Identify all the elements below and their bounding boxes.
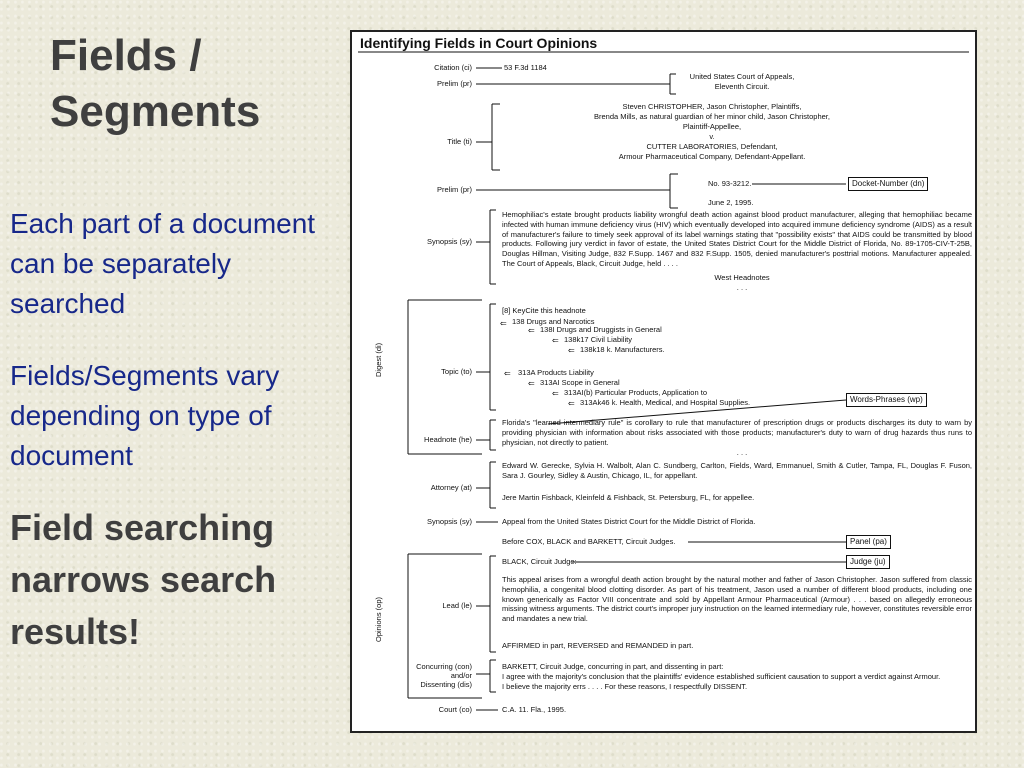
label-concurring-line1: Concurring (con): [416, 662, 472, 671]
svg-text:⇐: ⇐: [528, 379, 535, 388]
concurring-line3: I believe the majority errs . . . . For these reasons, I respectfully DISSENT.: [502, 682, 748, 691]
attorney-text: Edward W. Gerecke, Sylvia H. Walbolt, Alan C. Sundberg, Carlton, Fields, Ward, Emmanuel, Smith & Cutler, Tampa, FL, Douglas F. Fuson, Sara J. Gourley, Sidley & Austin, Chicago, IL, for appellant.: [502, 461, 972, 480]
label-concurring-line3: Dissenting (dis): [420, 680, 472, 689]
label-topic: Topic (to): [441, 367, 472, 376]
label-synopsis: Synopsis (sy): [426, 517, 472, 526]
svg-text:⇐: ⇐: [568, 399, 575, 408]
court-name-line2: Eleventh Circuit.: [714, 82, 770, 91]
concurring-line2: I agree with the majority's conclusion that the plaintiffs' evidence established sufficient causation to support a verdict against Armour.: [502, 672, 941, 681]
label-headnote: Headnote (he): [424, 435, 472, 444]
label-concurring: [352, 662, 472, 689]
label-digest: Digest (di): [374, 342, 383, 377]
keycite-headnote: [8] KeyCite this headnote: [502, 306, 586, 315]
topic-line8: 313Ak46 k. Health, Medical, and Hospital Supplies.: [580, 398, 751, 407]
synopsis-text: Hemophiliac's estate brought products liability wrongful death action against blood product manufacturer, alleging that hemophiliac became infected with human immune deficiency virus (HIV) which eventually developed into acquired immune deficiency syndrome (AIDS) as a result of manufacturer's failure to timely seek approval of its label warnings stating that "possibility exists" that AIDS could be transmitted by blood products. Following jury verdict in favor of estate, the United States District Court for the Middle District of Florida, No. 89-1705-CIV-T-25B, Douglas Hillman, Visiting Judge, 832 F.Supp. 1467 and 832 F.Supp. 1505, denied manufacturer's posttrial motions. Manufacturer appealed. The Court of Appeals, Black, Circuit Judge, held . . . .: [502, 210, 972, 268]
title-line1: Steven CHRISTOPHER, Jason Christopher, Plaintiffs,: [622, 102, 802, 111]
synopsis2-text: Appeal from the United States District Court for the Middle District of Florida.: [502, 517, 756, 526]
slide-title: [50, 28, 340, 140]
panel-text: Before COX, BLACK and BARKETT, Circuit Judges.: [502, 537, 676, 546]
topic-line2: 138I Drugs and Druggists in General: [540, 325, 662, 334]
label-prelim: Prelim (pr): [437, 185, 472, 194]
topic-line1: 138 Drugs and Narcotics: [512, 317, 595, 326]
headnote-text: Florida's "learned intermediary rule" is corollary to rule that manufacturer of prescription drugs or products discharges its duty to warn by providing physician with information about risks associated with those products; manufacturer's duty to warn of drug hazards thus runs to physician, not directly to patient.: [502, 418, 972, 447]
docket-number-text: No. 93-3212.: [708, 179, 752, 188]
court-text: C.A. 11. Fla., 1995.: [502, 705, 567, 714]
lead-text: This appeal arises from a wrongful death action brought by the natural mother and father of Jason Christopher. Jason suffered from classic hemophilia, a congenital blood clotting disorder. As part of his treatment, Jason used a number of different blood products, including one known generically as Factor VIII concentrate and sold by Appellant Armour Pharmaceutical (Armour) . . . based on allegedly erroneous missing witness arguments. The district court's improper jury instruction on the learned intermediary rule, however, constitutes reversible error and mandates a new trial.: [502, 575, 972, 624]
svg-text:⇐: ⇐: [500, 319, 507, 328]
label-prelim: Prelim (pr): [437, 79, 472, 88]
topic-line3: 138k17 Civil Liability: [564, 335, 632, 344]
slide-title-line1: Fields /: [50, 31, 202, 80]
label-opinions: Opinions (op): [374, 596, 383, 642]
svg-text:⇐: ⇐: [552, 389, 559, 398]
box-judge: Judge (ju): [846, 555, 890, 569]
svg-text:⇐: ⇐: [504, 369, 511, 378]
west-headnotes: West Headnotes: [714, 273, 770, 282]
ellipsis: . . .: [736, 448, 748, 457]
concurring-line1: BARKETT, Circuit Judge, concurring in part, and dissenting in part:: [502, 662, 724, 671]
label-synopsis: Synopsis (sy): [426, 237, 472, 246]
label-title: Title (ti): [447, 137, 472, 146]
label-concurring-line2: and/or: [450, 671, 472, 680]
label-lead: Lead (le): [442, 601, 472, 610]
bullet-field-searching: Field searching narrows search results!: [10, 507, 277, 652]
decision-date: June 2, 1995.: [708, 198, 754, 207]
svg-text:⇐: ⇐: [528, 326, 535, 335]
svg-text:⇐: ⇐: [568, 346, 575, 355]
bullet-each-part: Each part of a document can be separately searched: [10, 208, 316, 319]
court-opinion-figure: [350, 30, 977, 733]
topic-line5: 313A Products Liability: [518, 368, 594, 377]
bullet-fields-vary: Fields/Segments vary depending on type of document: [10, 360, 280, 471]
figure-title: Identifying Fields in Court Opinions: [360, 35, 598, 51]
affirmed-text: AFFIRMED in part, REVERSED and REMANDED in part.: [502, 641, 694, 650]
slide-title-line2: Segments: [50, 87, 261, 136]
label-attorney: Attorney (at): [430, 483, 472, 492]
box-panel: Panel (pa): [846, 535, 891, 549]
title-line3: Plaintiff-Appellee,: [682, 122, 742, 131]
title-line5: CUTTER LABORATORIES, Defendant,: [646, 142, 778, 151]
title-line4: v.: [709, 132, 715, 141]
citation-text: 53 F.3d 1184: [504, 63, 547, 72]
title-line2: Brenda Mills, as natural guardian of her minor child, Jason Christopher,: [594, 112, 830, 121]
svg-text:⇐: ⇐: [552, 336, 559, 345]
label-citation: Citation (ci): [434, 63, 472, 72]
topic-line6: 313AI Scope in General: [540, 378, 620, 387]
title-line6: Armour Pharmaceutical Company, Defendant-Appellant.: [618, 152, 806, 161]
judge-text: BLACK, Circuit Judge:: [502, 557, 577, 566]
topic-line7: 313AI(b) Particular Products, Application to: [564, 388, 707, 397]
box-words-phrases: Words-Phrases (wp): [846, 393, 927, 407]
label-court: Court (co): [438, 705, 472, 714]
ellipsis: . . .: [736, 283, 748, 292]
box-docket-number: Docket-Number (dn): [848, 177, 928, 191]
attorney-appellee: Jere Martin Fishback, Kleinfeld & Fishback, St. Petersburg, FL, for appellee.: [502, 493, 755, 502]
court-name-line1: United States Court of Appeals,: [689, 72, 795, 81]
topic-line4: 138k18 k. Manufacturers.: [580, 345, 665, 354]
